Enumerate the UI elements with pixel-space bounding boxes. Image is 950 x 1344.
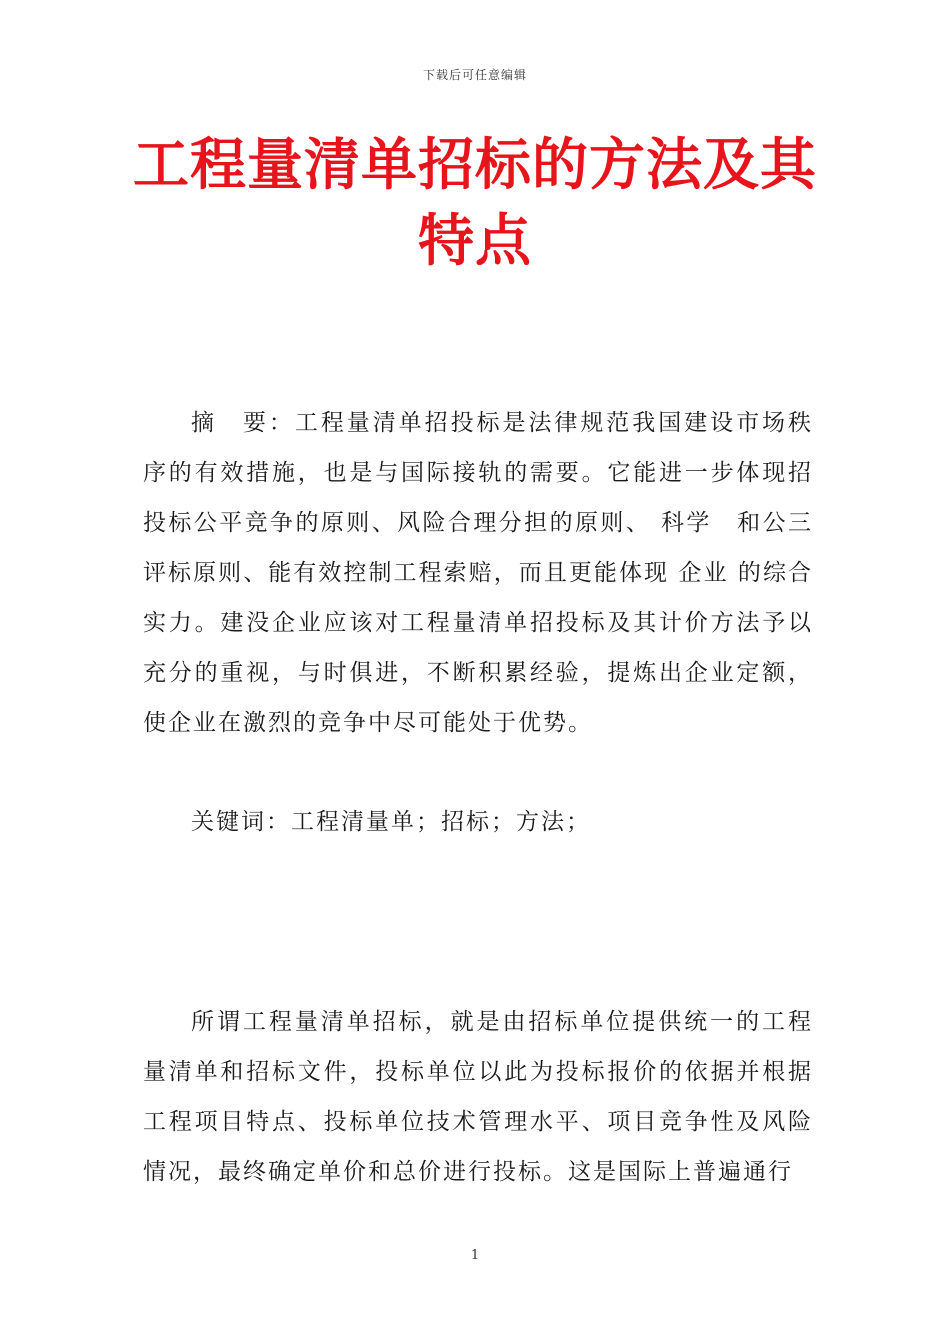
page-number: 1 — [470, 1248, 480, 1263]
keywords-line: 关键词：工程清量单；招标；方法； — [191, 809, 591, 835]
header-note: 下载后可任意编辑 — [422, 68, 527, 82]
document-title: 工程量清单招标的方法及其特点 — [133, 133, 817, 274]
abstract-paragraph: 摘 要：工程量清单招投标是法律规范我国建设市场秩序的有效措施，也是与国际接轨的需要。它能进一步体现招投标公平竞争的原则、风险合理分担的原则、 科学 和公三评标原则、能有效控制工程索赔，而且更能体现 企业 的综合实力。建没企业应该对工程量清单招投标及其计价方法予以充分的重视，与时俱进，不断积累经验，提炼出企业定额，使企业在激烈的竞争中尽可能处于优势。 — [143, 410, 813, 736]
body-paragraph: 所谓工程量清单招标，就是由招标单位提供统一的工程量清单和招标文件，投标单位以此为投标报价的依据并根据工程项目特点、投标单位技术管理水平、项目竞争性及风险情况，最终确定单价和总价进行投标。这是国际上普遍通行 — [143, 1009, 813, 1185]
